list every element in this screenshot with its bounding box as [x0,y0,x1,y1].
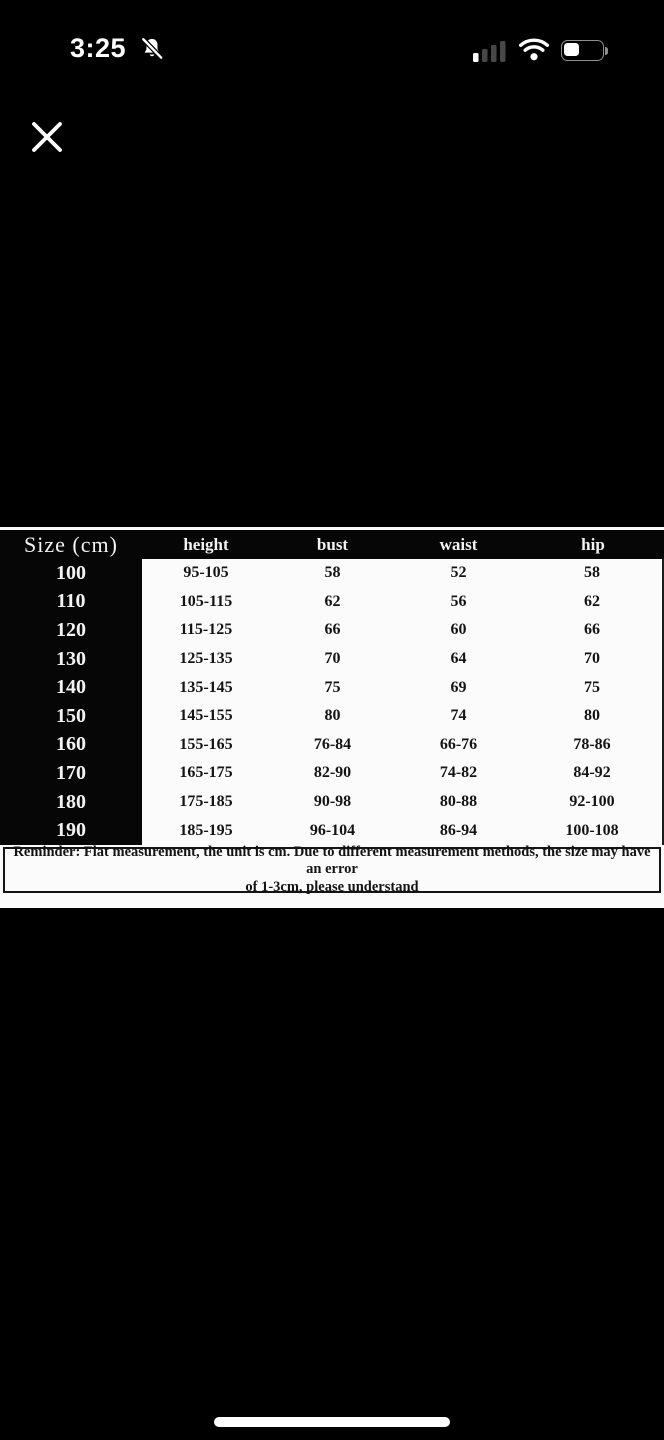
height-cell: 145-155 [179,707,233,725]
size-cell: 160 [0,731,142,760]
table-row [0,816,662,845]
clock: 3:25 [70,33,127,63]
size-cell: 190 [0,816,142,845]
height-cell: 175-185 [179,793,233,811]
close-button[interactable] [30,120,64,154]
height-cell: 185-195 [179,821,233,839]
size-cell: 180 [0,788,142,817]
table-row [0,731,662,760]
hip-cell: 78-86 [573,735,611,753]
waist-cell: 52 [450,564,467,582]
hip-cell: 70 [584,650,600,668]
table-row [0,588,662,617]
battery-fill [564,43,579,56]
bust-cell: 82-90 [313,764,352,782]
height-cell: 115-125 [179,621,233,639]
waist-cell: 60 [450,621,467,639]
size-cell: 140 [0,673,142,702]
height-cell: 95-105 [183,564,229,582]
status-bar [0,0,664,90]
bell-slash-icon [139,36,165,62]
hip-cell: 75 [584,678,600,696]
column-header-bust: bust [316,534,349,554]
bust-cell: 75 [324,678,341,696]
column-header-waist: waist [439,534,478,554]
bust-cell: 80 [324,707,341,725]
cellular-signal-icon [473,41,507,62]
bust-cell: 90-98 [313,793,352,811]
size-chart-image[interactable] [0,527,664,908]
table-row [0,616,662,645]
wifi-icon [518,37,550,61]
waist-cell: 64 [450,650,467,668]
waist-cell: 74-82 [439,764,478,782]
height-cell: 125-135 [179,650,233,668]
size-cell: 120 [0,616,142,645]
size-cell: 110 [0,588,142,617]
reminder-note [3,843,661,895]
bust-cell: 62 [324,592,341,610]
height-cell: 105-115 [179,592,233,610]
bust-cell: 70 [324,650,341,668]
hip-cell: 80 [584,707,600,725]
bust-cell: 66 [324,621,341,639]
height-cell: 135-145 [179,678,233,696]
bust-cell: 76-84 [313,735,352,753]
size-chart-header-row [0,530,664,559]
reminder-line-1: Reminder: Flat measurement, the unit is cm. Due to different measurement methods, the size may have an error [13,843,651,878]
hip-cell: 58 [584,564,600,582]
column-header-size: Size (cm) [24,531,118,557]
waist-cell: 66-76 [439,735,478,753]
height-cell: 155-165 [179,735,233,753]
table-row [0,559,662,588]
hip-cell: 66 [584,621,600,639]
bust-cell: 58 [324,564,341,582]
bust-cell: 96-104 [309,821,356,839]
battery-icon [561,40,604,61]
table-row [0,702,662,731]
size-cell: 100 [0,559,142,588]
waist-cell: 86-94 [439,821,478,839]
column-header-height: height [183,534,229,554]
size-cell: 150 [0,702,142,731]
height-cell: 165-175 [179,764,233,782]
size-cell: 130 [0,645,142,674]
table-row [0,759,662,788]
waist-cell: 56 [450,592,467,610]
hip-cell: 92-100 [569,793,615,811]
table-row [0,645,662,674]
battery-nub [605,47,608,55]
reminder-line-2: of 1-3cm, please understand [245,878,419,895]
hip-cell: 84-92 [573,764,611,782]
waist-cell: 74 [450,707,467,725]
table-row [0,788,662,817]
waist-cell: 80-88 [439,793,478,811]
table-rows [0,559,664,845]
table-row [0,673,662,702]
waist-cell: 69 [450,678,467,696]
home-indicator[interactable] [214,1417,450,1427]
column-header-hip: hip [581,534,605,554]
close-x-icon [30,142,64,157]
hip-cell: 62 [584,592,600,610]
hip-cell: 100-108 [565,821,619,839]
size-cell: 170 [0,759,142,788]
